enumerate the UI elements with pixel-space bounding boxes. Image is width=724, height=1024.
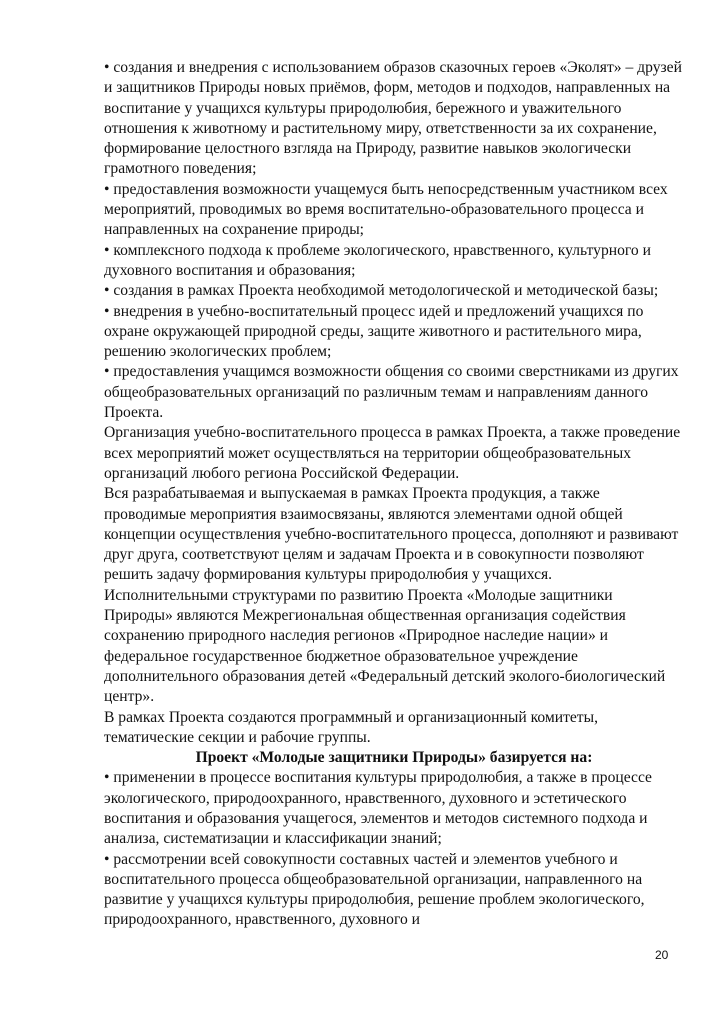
paragraph-bullet-2: • предоставления возможности учащемуся быть непосредственным участником всех мероприятий, проводимых во время воспитательно-образовательного процесса и направленных на сохранение природы;	[104, 180, 668, 239]
paragraph-bullet-3: • комплексного подхода к проблеме экологического, нравственного, культурного и духовного воспитания и образования;	[104, 241, 651, 279]
paragraph-bullet-consideration: • рассмотрении всей совокупности составных частей и элементов учебного и воспитательного процесса общеобразовательной организации, направленного на развитие у учащихся культуры природолюбия, решение проблем экологического, природоохранного, нравственного, духовного и	[104, 850, 645, 929]
paragraph-bullet-application: • применении в процессе воспитания культуры природолюбия, а также в процессе экологического, природоохранного, нравственного, духовного и эстетического воспитания и образования учащегося, элементов и методов системного подхода и анализа, систематизации и классификации знаний;	[104, 769, 652, 848]
paragraph-organization: Организация учебно-воспитательного процесса в рамках Проекта, а также проведение всех мероприятий может осуществляться на территории общеобразовательных организаций любого региона Российской Федерации.	[104, 424, 681, 482]
paragraph-bullet-4: • создания в рамках Проекта необходимой методологической и методической базы;	[104, 282, 659, 300]
paragraph-bullet-1: • создания и внедрения с использованием образов сказочных героев «Эколят» – друзей и защитников Природы новых приёмов, форм, методов и подходов, направленных на воспитание у учащихся культуры природолюбия, бережного и уважительного отношения к животному и растительному миру, ответственности за их сохранение, формирование целостного взгляда на Природу, развитие навыков экологически грамотного поведения;	[104, 59, 682, 178]
section-heading: Проект «Молодые защитники Природы» базируется на:	[195, 749, 593, 767]
paragraph-bullet-6: • предоставления учащимся возможности общения со своими сверстниками из других общеобразовательных организаций по различным темам и направлениям данного Проекта.	[104, 363, 679, 422]
paragraph-bullet-5: • внедрения в учебно-воспитательный процесс идей и предложений учащихся по охране окружающей природной среды, защите животного и растительного мира, решению экологических проблем;	[104, 302, 644, 361]
page-body	[104, 58, 684, 931]
paragraph-executive-structures: Исполнительными структурами по развитию Проекта «Молодые защитники Природы» являются Межрегиональная общественная организация содействия сохранению природного наследия регионов «Природное наследие нации» и федеральное государственное бюджетное образовательное учреждение дополнительного образования детей «Федеральный детский эколого-биологический центр».	[104, 586, 666, 706]
paragraph-committees: В рамках Проекта создаются программный и организационный комитеты, тематические секции и рабочие группы.	[104, 708, 598, 746]
page-number: 20	[655, 948, 669, 962]
paragraph-products: Вся разрабатываемая и выпускаемая в рамках Проекта продукция, а также проводимые мероприятия взаимосвязаны, являются элементами одной общей концепции осуществления учебно-воспитательного процесса, дополняют и развивают друг друга, соответствуют целям и задачам Проекта и в совокупности позволяют решить задачу формирования культуры природолюбия у учащихся.	[104, 485, 679, 584]
